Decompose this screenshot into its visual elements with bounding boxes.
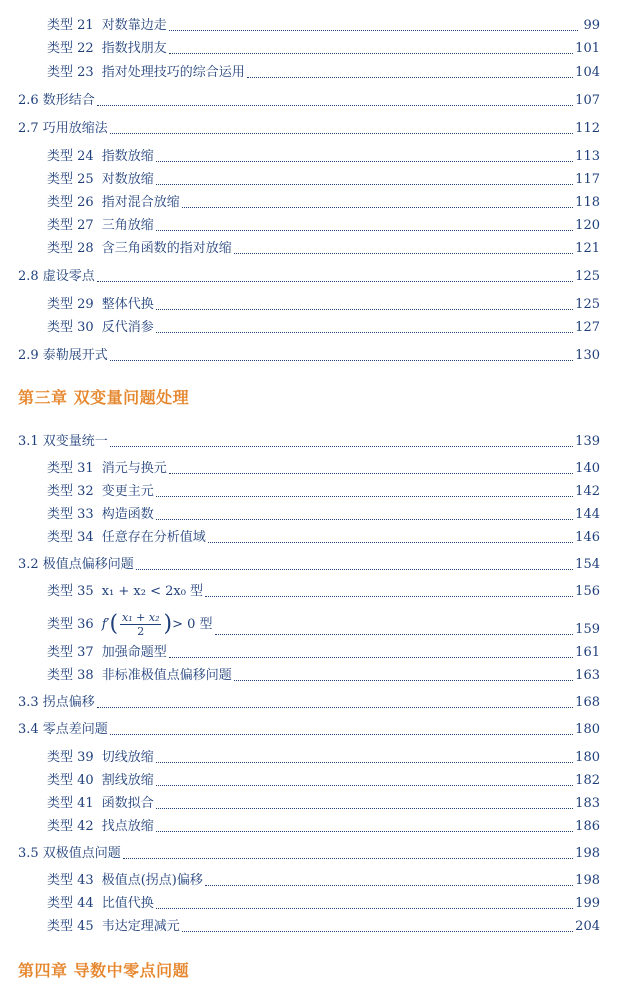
type-number: 类型 45 (47, 919, 94, 934)
dot-leader (169, 29, 578, 31)
entry-label (47, 172, 154, 188)
entry-label (47, 819, 154, 835)
entry-title: 指数找朋友 (101, 41, 167, 56)
entry-title: 3.3 拐点偏移 (18, 695, 95, 710)
entry-label (47, 218, 154, 234)
entry-label (18, 269, 95, 285)
toc-section-row[interactable] (18, 846, 600, 862)
page-number: 198 (575, 873, 600, 888)
page-number: 125 (575, 297, 600, 312)
type-number: 类型 36 (47, 617, 94, 632)
page-number: 168 (575, 695, 600, 710)
fraction-numerator: x₁ + x₂ (122, 611, 160, 624)
dot-leader (156, 784, 573, 786)
toc-type-row[interactable] (47, 241, 600, 257)
entry-title: 变更主元 (101, 484, 154, 499)
dot-leader (156, 160, 573, 162)
dot-leader (182, 930, 573, 932)
dot-leader (97, 706, 573, 708)
page-number: 125 (575, 269, 600, 284)
entry-label (47, 320, 154, 336)
toc-section-row[interactable] (18, 434, 600, 450)
entry-title: 切线放缩 (101, 750, 154, 765)
page-number: 204 (575, 919, 600, 934)
toc-type-row[interactable] (47, 484, 600, 500)
type-number: 类型 24 (47, 149, 94, 164)
page-number: 140 (575, 461, 600, 476)
dot-leader (169, 472, 573, 474)
toc-type-row[interactable] (47, 65, 600, 81)
page-number: 101 (575, 41, 600, 56)
page-number: 117 (575, 172, 600, 187)
type-number: 类型 29 (47, 297, 94, 312)
toc-type-row[interactable] (47, 773, 600, 789)
entry-title: 3.4 零点差问题 (18, 722, 108, 737)
toc-type-row[interactable] (47, 195, 600, 211)
right-paren: ) (163, 611, 173, 637)
toc-type-row[interactable] (47, 218, 600, 234)
page-number: 112 (575, 121, 600, 136)
dot-leader (156, 518, 573, 520)
fraction-denominator: 2 (137, 625, 145, 638)
entry-label (47, 507, 154, 523)
toc-type-row[interactable] (47, 297, 600, 313)
type-number: 类型 40 (47, 773, 94, 788)
dot-leader (136, 568, 573, 570)
entry-title: 构造函数 (101, 507, 154, 522)
type-number: 类型 43 (47, 873, 94, 888)
entry-title: 任意存在分析值域 (101, 530, 206, 545)
page-number: 99 (583, 18, 600, 33)
toc-type-row[interactable] (47, 611, 600, 638)
page-number: 198 (575, 846, 600, 861)
type-number: 类型 21 (47, 18, 94, 33)
entry-label (47, 195, 180, 211)
toc-section-row[interactable] (18, 93, 600, 109)
entry-title: 3.2 极值点偏移问题 (18, 557, 134, 572)
dot-leader (156, 331, 573, 333)
dot-leader (110, 132, 573, 134)
entry-label (47, 873, 203, 889)
entry-label (18, 557, 134, 573)
entry-label (47, 668, 232, 684)
entry-title: 3.1 双变量统一 (18, 434, 108, 449)
entry-title: 2.7 巧用放缩法 (18, 121, 108, 136)
page-number: 144 (575, 507, 600, 522)
entry-label (47, 149, 154, 165)
dot-leader (156, 907, 573, 909)
dot-leader (123, 857, 573, 859)
dot-leader (205, 884, 573, 886)
entry-label (47, 297, 154, 313)
toc-type-row[interactable] (47, 645, 600, 661)
entry-label (47, 773, 154, 789)
entry-title: 加强命题型 (101, 645, 167, 660)
type-number: 类型 23 (47, 65, 94, 80)
page-number: 186 (575, 819, 600, 834)
entry-title: 对数靠边走 (101, 18, 167, 33)
dot-leader (156, 308, 573, 310)
formula-suffix: > 0 型 (172, 617, 213, 632)
chapter-heading: 第四章 导数中零点问题 (18, 961, 190, 980)
type-number: 类型 33 (47, 507, 94, 522)
toc-type-row[interactable] (47, 584, 600, 600)
page-number: 118 (575, 195, 600, 210)
type-number: 类型 37 (47, 645, 94, 660)
entry-title: 3.5 双极值点问题 (18, 846, 121, 861)
toc-section-row[interactable] (18, 348, 600, 364)
toc-type-row[interactable] (47, 41, 600, 57)
fraction (120, 611, 161, 638)
entry-label (47, 484, 154, 500)
dot-leader (234, 252, 573, 254)
dot-leader (156, 830, 573, 832)
toc-type-row[interactable] (47, 149, 600, 165)
dot-leader (156, 183, 573, 185)
entry-label (47, 796, 154, 812)
entry-title: 2.9 泰勒展开式 (18, 348, 108, 363)
entry-title: 指对混合放缩 (101, 195, 180, 210)
page-number: 104 (575, 65, 600, 80)
toc-section-row[interactable] (18, 269, 600, 285)
dot-leader (169, 656, 573, 658)
entry-title: 比值代换 (101, 896, 154, 911)
toc-type-row[interactable] (47, 919, 600, 935)
toc-type-row[interactable] (47, 896, 600, 912)
entry-title: 三角放缩 (101, 218, 154, 233)
toc-type-row[interactable] (47, 461, 600, 477)
entry-title: 对数放缩 (101, 172, 154, 187)
dot-leader (247, 76, 573, 78)
type-number: 类型 22 (47, 41, 94, 56)
dot-leader (97, 280, 573, 282)
page-number: 107 (575, 93, 600, 108)
dot-leader (156, 761, 573, 763)
formula-prefix: f′ (101, 617, 110, 632)
page-number: 121 (575, 241, 600, 256)
entry-label (47, 241, 232, 257)
dot-leader (182, 206, 573, 208)
toc-section-row[interactable] (18, 722, 600, 738)
entry-label (47, 41, 167, 57)
page-number: 127 (575, 320, 600, 335)
entry-label (47, 611, 213, 638)
dot-leader (215, 633, 574, 635)
page-number: 154 (575, 557, 600, 572)
entry-label (47, 750, 154, 766)
entry-label (18, 348, 108, 364)
page-number: 139 (575, 434, 600, 449)
type-number: 类型 27 (47, 218, 94, 233)
page-number: 113 (575, 149, 600, 164)
entry-title: 韦达定理减元 (101, 919, 180, 934)
dot-leader (97, 104, 573, 106)
dot-leader (110, 733, 573, 735)
dot-leader (205, 595, 573, 597)
entry-title: 2.8 虚设零点 (18, 269, 95, 284)
type-number: 类型 25 (47, 172, 94, 187)
entry-label (47, 65, 245, 81)
toc-type-row[interactable] (47, 507, 600, 523)
type-number: 类型 30 (47, 320, 94, 335)
page-number: 156 (575, 584, 600, 599)
type-number: 类型 28 (47, 241, 94, 256)
toc-type-row[interactable] (47, 796, 600, 812)
dot-leader (169, 52, 573, 54)
type-number: 类型 34 (47, 530, 94, 545)
type-number: 类型 38 (47, 668, 94, 683)
entry-title: 2.6 数形结合 (18, 93, 95, 108)
page-number: 159 (575, 622, 600, 637)
entry-title: 指数放缩 (101, 149, 154, 164)
entry-label (47, 919, 180, 935)
page-number: 183 (575, 796, 600, 811)
entry-title: 找点放缩 (101, 819, 154, 834)
page-number: 142 (575, 484, 600, 499)
toc-section-row[interactable] (18, 557, 600, 573)
type-number: 类型 32 (47, 484, 94, 499)
toc-type-row[interactable] (47, 819, 600, 835)
entry-title: 消元与换元 (101, 461, 167, 476)
page-number: 146 (575, 530, 600, 545)
entry-label (18, 93, 95, 109)
page-number: 180 (575, 722, 600, 737)
type-number: 类型 41 (47, 796, 94, 811)
entry-label (47, 584, 203, 600)
page-number: 182 (575, 773, 600, 788)
toc-type-row[interactable] (47, 530, 600, 546)
entry-title: 函数拟合 (101, 796, 154, 811)
toc-section-row[interactable] (18, 121, 600, 137)
entry-label (18, 695, 95, 711)
entry-label (47, 896, 154, 912)
toc-type-row[interactable] (47, 873, 600, 889)
page-number: 199 (575, 896, 600, 911)
type-number: 类型 35 (47, 584, 94, 599)
entry-label (47, 530, 206, 546)
left-paren: ( (109, 611, 119, 637)
page-number: 120 (575, 218, 600, 233)
dot-leader (156, 807, 573, 809)
page-number: 130 (575, 348, 600, 363)
entry-title: 指对处理技巧的综合运用 (101, 65, 245, 80)
type-number: 类型 42 (47, 819, 94, 834)
toc-type-row[interactable] (47, 18, 600, 34)
entry-label (18, 722, 108, 738)
entry-label (47, 645, 167, 661)
toc-type-row[interactable] (47, 668, 600, 684)
toc-type-row[interactable] (47, 320, 600, 336)
entry-label (47, 18, 167, 34)
entry-label (18, 846, 121, 862)
toc-type-row[interactable] (47, 750, 600, 766)
type-number: 类型 44 (47, 896, 94, 911)
entry-title: x₁ + x₂ < 2x₀ 型 (101, 584, 204, 599)
entry-title: 割线放缩 (101, 773, 154, 788)
type-number: 类型 39 (47, 750, 94, 765)
entry-label (47, 461, 167, 477)
dot-leader (208, 541, 573, 543)
dot-leader (110, 445, 573, 447)
entry-label (18, 434, 108, 450)
entry-title: 整体代换 (101, 297, 154, 312)
chapter-heading: 第三章 双变量问题处理 (18, 388, 190, 407)
dot-leader (156, 495, 573, 497)
page-number: 180 (575, 750, 600, 765)
type-number: 类型 26 (47, 195, 94, 210)
dot-leader (110, 359, 573, 361)
entry-title: 非标准极值点偏移问题 (101, 668, 232, 683)
dot-leader (156, 229, 573, 231)
type-number: 类型 31 (47, 461, 94, 476)
toc-section-row[interactable] (18, 695, 600, 711)
dot-leader (234, 679, 573, 681)
page-number: 161 (575, 645, 600, 660)
entry-label (18, 121, 108, 137)
entry-title: 反代消参 (101, 320, 154, 335)
entry-title: 含三角函数的指对放缩 (101, 241, 232, 256)
entry-title: 极值点(拐点)偏移 (101, 873, 203, 888)
page-number: 163 (575, 668, 600, 683)
toc-type-row[interactable] (47, 172, 600, 188)
